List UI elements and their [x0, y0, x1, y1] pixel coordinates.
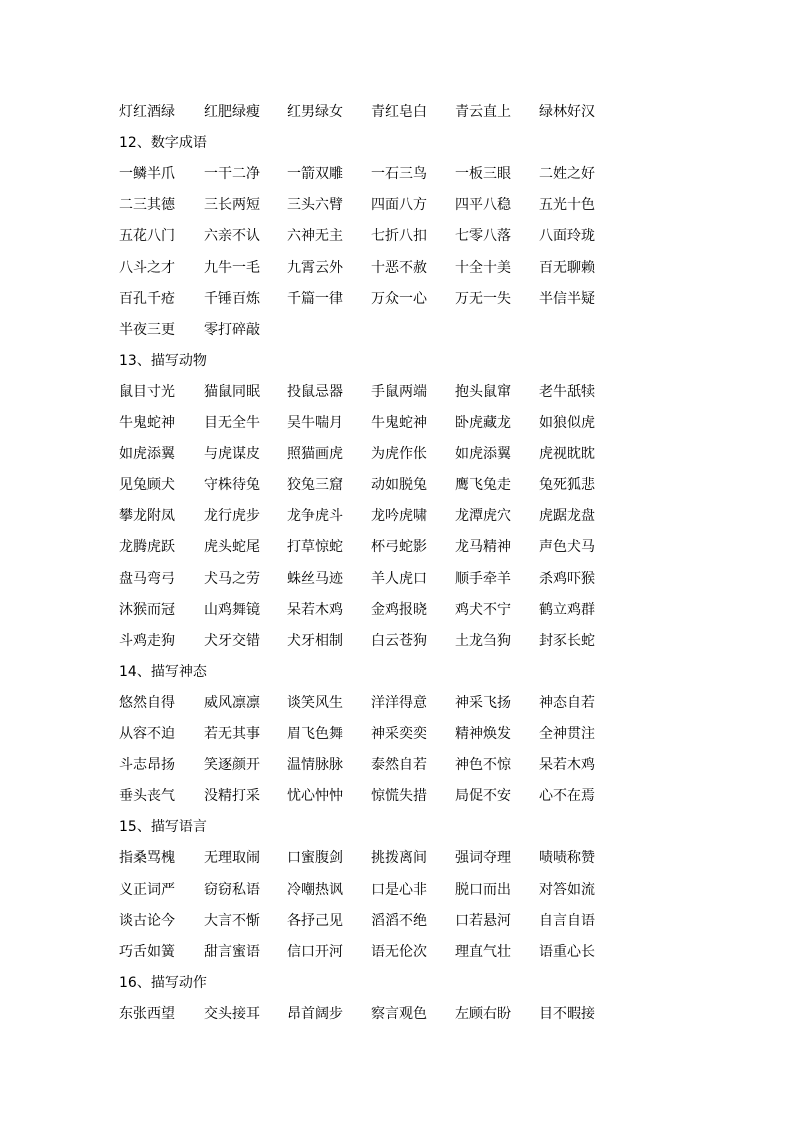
- idiom: 红肥绿瘦: [204, 104, 260, 120]
- idiom: 猫鼠同眠: [204, 383, 260, 400]
- idiom: 十恶不赦: [371, 259, 427, 276]
- idiom: 六神无主: [287, 228, 343, 245]
- section-heading: 13、描写动物: [119, 352, 207, 369]
- idiom: 半信半疑: [539, 290, 595, 307]
- idiom: 龙腾虎跃: [119, 539, 175, 556]
- idiom: 八面玲珑: [539, 228, 595, 245]
- idiom: 金鸡报晓: [371, 601, 427, 618]
- idiom: 灯红酒绿: [119, 104, 175, 120]
- idiom: 犬牙相制: [287, 632, 343, 649]
- idiom: 万众一心: [371, 290, 427, 307]
- idiom: 狡兔三窟: [287, 477, 343, 494]
- idiom: 冷嘲热讽: [287, 881, 343, 898]
- idiom: 五光十色: [539, 197, 595, 214]
- idiom: 强词夺理: [455, 850, 511, 867]
- idiom: 白云苍狗: [371, 632, 427, 649]
- idiom: 鹤立鸡群: [539, 601, 595, 618]
- idiom: 悠然自得: [119, 694, 175, 711]
- idiom: 各抒己见: [287, 912, 343, 929]
- section-heading: 16、描写动作: [119, 974, 207, 991]
- idiom: 神态自若: [539, 694, 595, 711]
- idiom: 一干二净: [204, 166, 260, 183]
- idiom: 照猫画虎: [287, 446, 343, 463]
- idiom: 目不暇接: [539, 1005, 595, 1022]
- idiom: 鸡犬不宁: [455, 601, 511, 618]
- idiom: 四平八稳: [455, 197, 511, 214]
- idiom: 六亲不认: [204, 228, 260, 245]
- idiom: 红男绿女: [287, 104, 343, 120]
- idiom: 窃窃私语: [204, 881, 260, 898]
- idiom: 谈笑风生: [287, 694, 343, 711]
- idiom: 神色不惊: [455, 757, 511, 774]
- idiom: 啧啧称赞: [539, 850, 595, 867]
- idiom: 左顾右盼: [455, 1005, 511, 1022]
- idiom: 威风凛凛: [204, 694, 260, 711]
- idiom: 温情脉脉: [287, 757, 343, 774]
- idiom: 四面八方: [371, 197, 427, 214]
- idiom: 三头六臂: [287, 197, 343, 214]
- idiom: 百孔千疮: [119, 290, 175, 307]
- idiom: 信口开河: [287, 943, 343, 960]
- idiom: 脱口而出: [455, 881, 511, 898]
- idiom: 封豕长蛇: [539, 632, 595, 649]
- idiom: 交头接耳: [204, 1005, 260, 1022]
- idiom: 千锤百炼: [204, 290, 260, 307]
- idiom: 蛛丝马迹: [287, 570, 343, 587]
- idiom: 土龙刍狗: [455, 632, 511, 649]
- idiom: 七零八落: [455, 228, 511, 245]
- idiom: 九牛一毛: [204, 259, 260, 276]
- idiom: 斗志昂扬: [119, 757, 175, 774]
- idiom: 自言自语: [539, 912, 595, 929]
- idiom: 滔滔不绝: [371, 912, 427, 929]
- idiom: 三长两短: [204, 197, 260, 214]
- idiom: 百无聊赖: [539, 259, 595, 276]
- idiom: 神采奕奕: [371, 726, 427, 742]
- idiom: 五花八门: [119, 228, 175, 245]
- idiom: 吴牛喘月: [287, 415, 343, 431]
- idiom: 洋洋得意: [371, 694, 427, 711]
- idiom: 精神焕发: [455, 726, 511, 742]
- idiom: 牛鬼蛇神: [119, 415, 175, 431]
- idiom: 挑拨离间: [371, 850, 427, 867]
- idiom: 龙潭虎穴: [455, 508, 511, 525]
- idiom: 兔死狐悲: [539, 477, 595, 494]
- idiom: 犬牙交错: [204, 632, 260, 649]
- idiom: 口蜜腹剑: [287, 850, 343, 867]
- idiom: 一鳞半爪: [119, 166, 175, 183]
- idiom: 目无全牛: [204, 415, 260, 431]
- idiom: 鼠目寸光: [119, 383, 175, 400]
- idiom: 万无一失: [455, 290, 511, 307]
- idiom: 龙马精神: [455, 539, 511, 556]
- idiom: 惊慌失措: [371, 788, 427, 805]
- idiom: 昂首阔步: [287, 1005, 343, 1022]
- idiom: 没精打采: [204, 788, 260, 805]
- idiom: 声色犬马: [539, 539, 595, 556]
- idiom: 神采飞扬: [455, 694, 511, 711]
- idiom: 老牛舐犊: [539, 383, 595, 400]
- section-heading: 14、描写神态: [119, 663, 207, 680]
- idiom: 理直气壮: [455, 943, 511, 960]
- idiom: 对答如流: [539, 881, 595, 898]
- idiom: 局促不安: [455, 788, 511, 805]
- idiom: 呆若木鸡: [287, 601, 343, 618]
- idiom: 眉飞色舞: [287, 726, 343, 742]
- idiom: 山鸡舞镜: [204, 601, 260, 618]
- idiom: 守株待兔: [204, 477, 260, 494]
- idiom: 斗鸡走狗: [119, 632, 175, 649]
- idiom: 察言观色: [371, 1005, 427, 1022]
- idiom: 从容不迫: [119, 726, 175, 742]
- idiom: 泰然自若: [371, 757, 427, 774]
- idiom: 与虎谋皮: [204, 446, 260, 463]
- idiom: 杯弓蛇影: [371, 539, 427, 556]
- idiom: 一板三眼: [455, 166, 511, 183]
- idiom: 指桑骂槐: [119, 850, 175, 867]
- idiom: 牛鬼蛇神: [371, 415, 427, 431]
- idiom: 犬马之劳: [204, 570, 260, 587]
- idiom: 手鼠两端: [371, 383, 427, 400]
- idiom: 见兔顾犬: [119, 477, 175, 494]
- idiom: 七折八扣: [371, 228, 427, 245]
- idiom: 龙吟虎啸: [371, 508, 427, 525]
- idiom: 动如脱兔: [371, 477, 427, 494]
- idiom: 羊人虎口: [371, 570, 427, 587]
- idiom: 心不在焉: [539, 788, 595, 805]
- idiom: 无理取闹: [204, 850, 260, 867]
- idiom: 口若悬河: [455, 912, 511, 929]
- idiom: 东张西望: [119, 1005, 175, 1022]
- idiom: 杀鸡吓猴: [539, 570, 595, 587]
- idiom: 口是心非: [371, 881, 427, 898]
- idiom: 垂头丧气: [119, 788, 175, 805]
- idiom: 一石三鸟: [371, 166, 427, 183]
- idiom: 攀龙附凤: [119, 508, 175, 525]
- idiom: 虎头蛇尾: [204, 539, 260, 556]
- idiom: 笑逐颜开: [204, 757, 260, 774]
- idiom: 义正词严: [119, 881, 175, 898]
- idiom: 鹰飞兔走: [455, 477, 511, 494]
- idiom: 盘马弯弓: [119, 570, 175, 587]
- idiom: 龙行虎步: [204, 508, 260, 525]
- idiom: 巧舌如簧: [119, 943, 175, 960]
- idiom: 如狼似虎: [539, 415, 595, 431]
- idiom: 二姓之好: [539, 166, 595, 183]
- idiom: 青红皂白: [371, 104, 427, 120]
- idiom: 沐猴而冠: [119, 601, 175, 618]
- idiom: 卧虎藏龙: [455, 415, 511, 431]
- idiom: 千篇一律: [287, 290, 343, 307]
- section-heading: 12、数字成语: [119, 135, 207, 152]
- idiom: 忧心忡忡: [287, 788, 343, 805]
- idiom: 打草惊蛇: [287, 539, 343, 556]
- idiom: 二三其德: [119, 197, 175, 214]
- idiom: 谈古论今: [119, 912, 175, 929]
- idiom: 龙争虎斗: [287, 508, 343, 525]
- idiom: 甜言蜜语: [204, 943, 260, 960]
- idiom: 绿林好汉: [539, 104, 595, 120]
- idiom: 为虎作伥: [371, 446, 427, 463]
- idiom: 顺手牵羊: [455, 570, 511, 587]
- idiom: 全神贯注: [539, 726, 595, 742]
- idiom: 八斗之才: [119, 259, 175, 276]
- idiom: 九霄云外: [287, 259, 343, 276]
- idiom: 十全十美: [455, 259, 511, 276]
- idiom: 零打碎敲: [204, 321, 260, 338]
- idiom: 虎踞龙盘: [539, 508, 595, 525]
- idiom: 语重心长: [539, 943, 595, 960]
- idiom: 半夜三更: [119, 321, 175, 338]
- idiom: 呆若木鸡: [539, 757, 595, 774]
- idiom: 青云直上: [455, 104, 511, 120]
- idiom: 大言不惭: [204, 912, 260, 929]
- idiom: 投鼠忌器: [287, 383, 343, 400]
- idiom: 如虎添翼: [119, 446, 175, 463]
- idiom: 一箭双雕: [287, 166, 343, 183]
- idiom: 语无伦次: [371, 943, 427, 960]
- section-heading: 15、描写语言: [119, 819, 207, 836]
- idiom: 虎视眈眈: [539, 446, 595, 463]
- idiom: 若无其事: [204, 726, 260, 742]
- idiom: 抱头鼠窜: [455, 383, 511, 400]
- idiom: 如虎添翼: [455, 446, 511, 463]
